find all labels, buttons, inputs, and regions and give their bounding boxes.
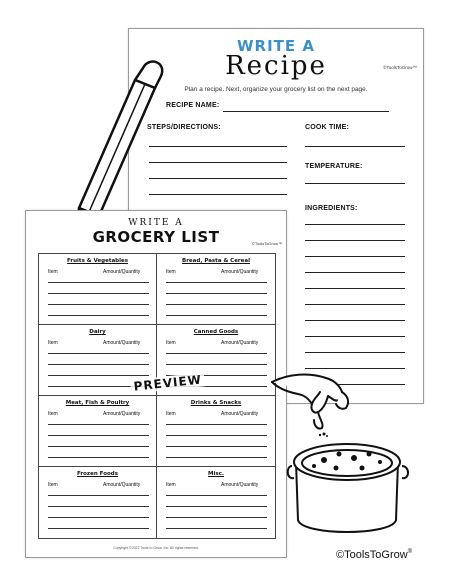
section-title: Frozen Foods: [77, 471, 118, 477]
amount-header: Amount/Quantity: [221, 269, 259, 275]
registered-mark: ®: [407, 549, 413, 555]
grocery-section: [39, 396, 157, 467]
write-line: [48, 506, 149, 507]
ingredient-line: [305, 336, 405, 337]
write-line: [166, 353, 267, 354]
section-title: Fruits & Vegetables: [67, 258, 128, 264]
recipe-title-top: WRITE A: [237, 37, 315, 55]
hand-icon: [268, 368, 358, 438]
write-line: [166, 495, 267, 496]
section-title: Bread, Pasta & Cereal: [182, 258, 250, 264]
copyright-text: Copyright ©2022 Tools to Grow, Inc. All rights reserved.: [113, 546, 199, 550]
steps-label: STEPS/DIRECTIONS:: [147, 124, 221, 131]
write-line: [48, 495, 149, 496]
item-header: Item: [48, 482, 58, 488]
temperature-line: [305, 183, 405, 184]
write-line: [48, 457, 149, 458]
write-line: [166, 364, 267, 365]
ingredient-line: [305, 304, 405, 305]
grocery-section: [157, 467, 275, 538]
item-header: Item: [166, 482, 176, 488]
write-line: [48, 364, 149, 365]
write-line: [166, 315, 267, 316]
section-title: Canned Goods: [193, 329, 239, 335]
item-header: Item: [166, 411, 176, 417]
item-header: Item: [48, 411, 58, 417]
write-line: [166, 457, 267, 458]
recipe-intro: Plan a recipe. Next, organize your grocery list on the next page.: [184, 86, 368, 93]
grocery-title: GROCERY LIST: [92, 228, 220, 246]
grocery-section: [39, 254, 157, 325]
write-line: [48, 375, 149, 376]
section-title: Drinks & Snacks: [190, 400, 242, 406]
write-line: [166, 446, 267, 447]
ingredient-line: [305, 352, 405, 353]
recipe-title-script: Recipe: [225, 51, 327, 81]
write-line: [166, 282, 267, 283]
ingredient-line: [305, 240, 405, 241]
amount-header: Amount/Quantity: [221, 340, 259, 346]
item-header: Item: [166, 269, 176, 275]
write-line: [48, 293, 149, 294]
write-line: [48, 282, 149, 283]
footer-brand-text: ©ToolsToGrow: [336, 549, 408, 561]
write-line: [48, 528, 149, 529]
write-line: [166, 506, 267, 507]
footer-brand: [336, 549, 412, 561]
ingredient-line: [305, 224, 405, 225]
ingredients-label: INGREDIENTS:: [305, 205, 358, 212]
temperature-label: TEMPERATURE:: [305, 163, 363, 170]
cook-time-line: [305, 146, 405, 147]
item-header: Item: [48, 269, 58, 275]
cook-time-label: COOK TIME:: [305, 124, 349, 131]
write-line: [166, 293, 267, 294]
recipe-name-label: RECIPE NAME:: [166, 102, 220, 109]
section-title: Misc.: [208, 471, 224, 477]
section-title: Meat, Fish & Poultry: [65, 400, 130, 406]
item-header: Item: [166, 340, 176, 346]
write-line: [48, 353, 149, 354]
write-line: [166, 528, 267, 529]
write-line: [48, 446, 149, 447]
grocery-section: [157, 396, 275, 467]
grocery-brand: ©ToolsToGrow™: [251, 241, 282, 246]
ingredient-line: [305, 320, 405, 321]
section-title: Dairy: [89, 329, 106, 335]
write-line: [166, 435, 267, 436]
amount-header: Amount/Quantity: [221, 482, 259, 488]
ingredient-line: [305, 272, 405, 273]
grocery-section: [39, 467, 157, 538]
cooking-pot-icon: [284, 432, 414, 542]
grocery-section: [157, 254, 275, 325]
amount-header: Amount/Quantity: [103, 411, 141, 417]
amount-header: Amount/Quantity: [103, 482, 141, 488]
write-line: [48, 435, 149, 436]
ingredient-line: [305, 256, 405, 257]
grocery-grid: [38, 253, 276, 539]
amount-header: Amount/Quantity: [103, 340, 141, 346]
write-line: [48, 315, 149, 316]
amount-header: Amount/Quantity: [221, 411, 259, 417]
write-line: [48, 424, 149, 425]
recipe-brand: ©ToolsToGrow™: [383, 65, 417, 70]
write-line: [166, 424, 267, 425]
write-line: [166, 517, 267, 518]
write-line: [48, 517, 149, 518]
item-header: Item: [48, 340, 58, 346]
amount-header: Amount/Quantity: [103, 269, 141, 275]
write-line: [48, 304, 149, 305]
recipe-name-line: [223, 111, 389, 112]
preview-watermark: PREVIEW: [130, 372, 205, 394]
ingredient-line: [305, 288, 405, 289]
grocery-write-label: WRITE A: [128, 218, 184, 228]
write-line: [166, 304, 267, 305]
